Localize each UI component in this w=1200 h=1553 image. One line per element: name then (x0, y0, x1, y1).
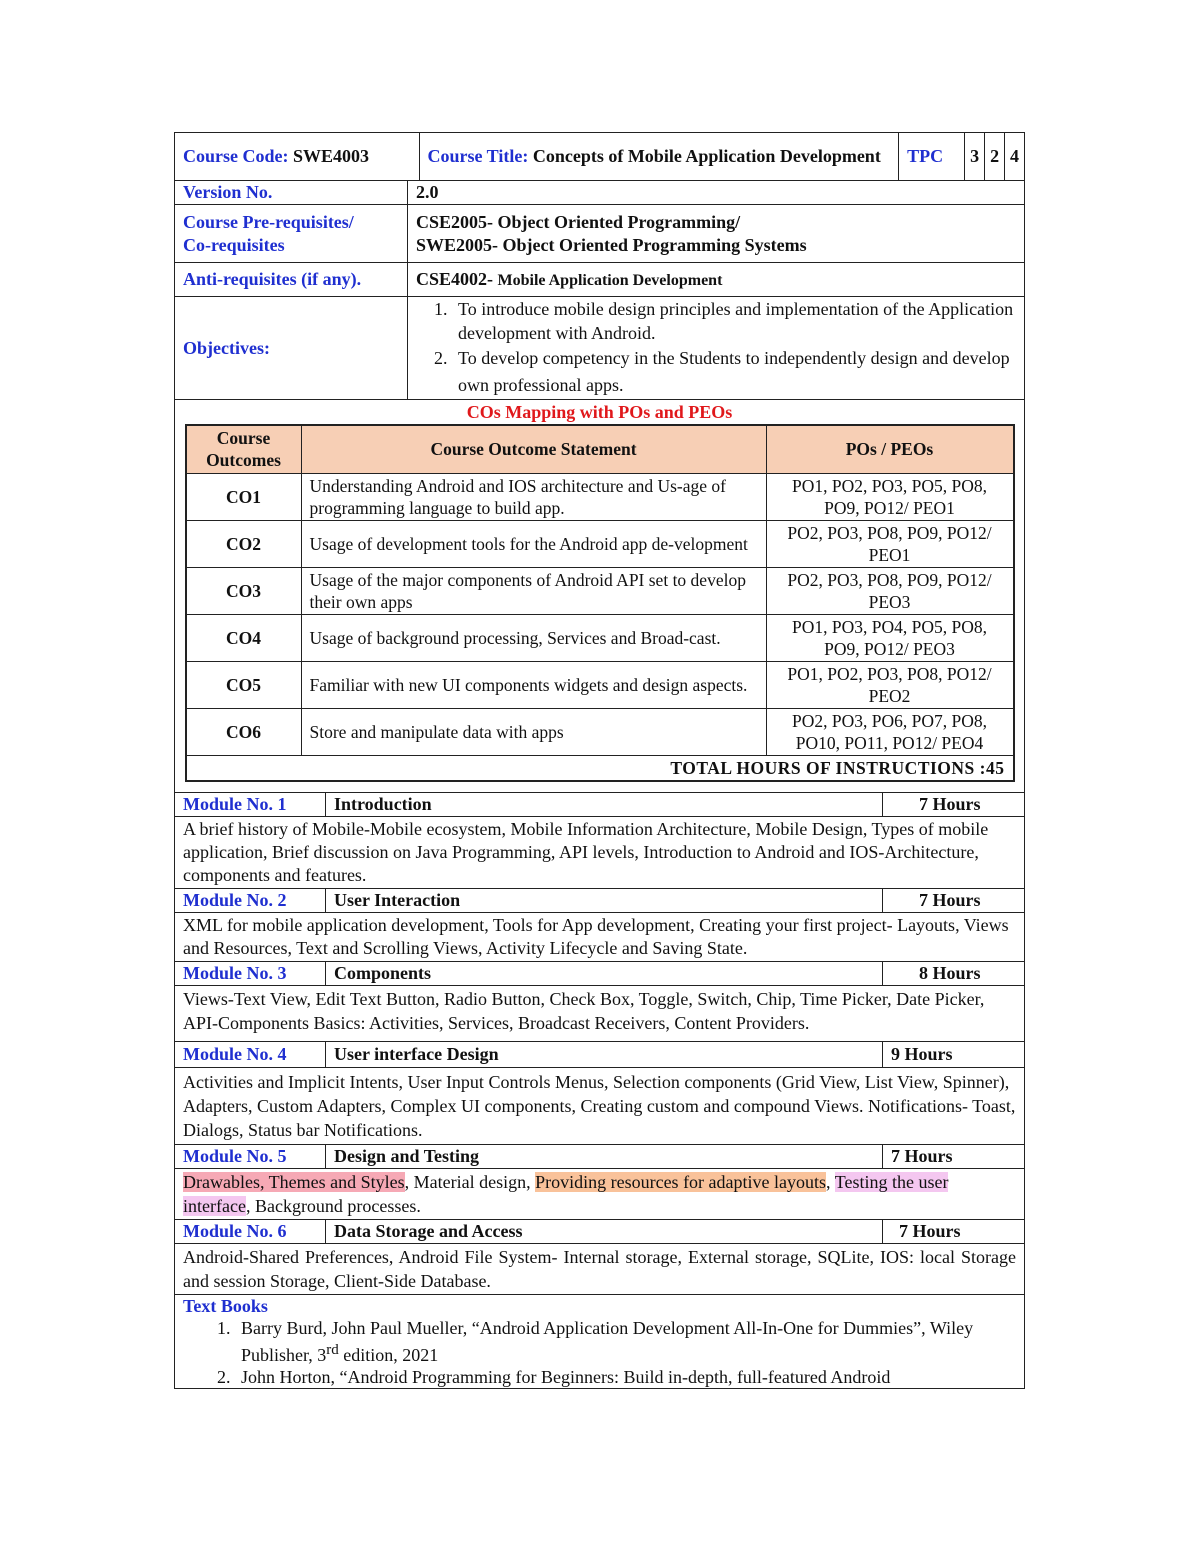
module-title: Design and Testing (326, 1144, 883, 1168)
module-hours: 7 Hours (883, 888, 1025, 912)
antireq-title: Mobile Application Development (497, 271, 723, 289)
co-statement: Understanding Android and IOS architecture and Us-age of programming language to build app. (301, 473, 766, 520)
course-code-cell (175, 133, 420, 181)
textbook-text: edition, 2021 (338, 1344, 439, 1365)
co-id: CO4 (186, 614, 302, 661)
module-number: Module No. 6 (175, 1219, 326, 1243)
module-number: Module No. 5 (175, 1144, 326, 1168)
co-row (186, 661, 1014, 708)
objectives-cell (408, 297, 1025, 400)
co-row (186, 708, 1014, 755)
col-course-outcomes: Course Outcomes (186, 425, 302, 473)
mapping-section (174, 400, 1025, 792)
mapping-title: COs Mapping with POs and PEOs (466, 402, 733, 422)
co-statement: Familiar with new UI components widgets and design aspects. (301, 661, 766, 708)
module-content: Activities and Implicit Intents, User Input Controls Menus, Selection components (Grid View, List View, Spinner), Adapters, Custom Adapters, Complex UI components, Creating custom and compound Views. Notifications- Toast, Dialogs, Status bar Notifications. (175, 1067, 1025, 1144)
antireq-label-cell (175, 263, 408, 297)
module-hours: 7 Hours (883, 1144, 1025, 1168)
module-text: , (826, 1171, 835, 1192)
co-pos: PO2, PO3, PO6, PO7, PO8, PO10, PO11, PO12/ PEO4 (766, 708, 1014, 755)
course-header-table (174, 132, 1025, 181)
module-content (175, 1168, 1025, 1219)
co-statement: Usage of the major components of Android API set to develop their own apps (301, 567, 766, 614)
objectives-label: Objectives: (183, 337, 270, 358)
module-title: User Interaction (326, 888, 883, 912)
co-mapping-table (185, 424, 1015, 782)
course-code: SWE4003 (293, 146, 370, 166)
module-header (175, 961, 1025, 985)
module-hours: 9 Hours (883, 1041, 1025, 1067)
prereq-2: SWE2005- Object Oriented Programming Systems (416, 234, 807, 255)
textbook-item (235, 1317, 1016, 1366)
modules-table (174, 792, 1025, 1389)
co-row (186, 520, 1014, 567)
tpc-practical: 2 (985, 133, 1005, 181)
module-text: , Material design, (404, 1171, 536, 1192)
version-label-cell (175, 181, 408, 205)
co-id: CO2 (186, 520, 302, 567)
textbook-sup: rd (326, 1341, 339, 1358)
version-label: Version No. (183, 182, 273, 202)
co-statement: Store and manipulate data with apps (301, 708, 766, 755)
co-id: CO1 (186, 473, 302, 520)
module-header (175, 1041, 1025, 1067)
module-text: , Background processes. (245, 1195, 421, 1216)
module-title: User interface Design (326, 1041, 883, 1067)
objectives-list (416, 297, 1016, 399)
co-id: CO3 (186, 567, 302, 614)
module-number: Module No. 4 (175, 1041, 326, 1067)
module-header (175, 792, 1025, 816)
module-title: Introduction (326, 792, 883, 816)
module-content: XML for mobile application development, Tools for App development, Creating your first project- Layouts, Views and Resources, Text and Scrolling Views, Activity Lifecycle and Saving State. (175, 912, 1025, 961)
textbooks-cell (175, 1294, 1025, 1388)
co-pos: PO1, PO2, PO3, PO8, PO12/ PEO2 (766, 661, 1014, 708)
co-pos: PO2, PO3, PO8, PO9, PO12/ PEO3 (766, 567, 1014, 614)
col-pos-peos: POs / PEOs (766, 425, 1014, 473)
course-syllabus (174, 132, 1025, 1389)
tpc-label: TPC (907, 146, 944, 166)
module-number: Module No. 2 (175, 888, 326, 912)
module-title: Data Storage and Access (326, 1219, 883, 1243)
module-hours: 8 Hours (883, 961, 1025, 985)
module-hours: 7 Hours (883, 1219, 1025, 1243)
course-title: Concepts of Mobile Application Development (532, 146, 881, 166)
co-pos: PO1, PO3, PO4, PO5, PO8, PO9, PO12/ PEO3 (766, 614, 1014, 661)
highlight-testing-ui: Testing the user interface (183, 1171, 949, 1216)
co-pos: PO1, PO2, PO3, PO5, PO8, PO9, PO12/ PEO1 (766, 473, 1014, 520)
module-hours: 7 Hours (883, 792, 1025, 816)
module-header (175, 1144, 1025, 1168)
co-statement: Usage of background processing, Services and Broad-cast. (301, 614, 766, 661)
textbook-text: Barry Burd, John Paul Mueller, “Android Application Development All-In-One for Dummies”, Wiley Publisher, 3 (241, 1317, 974, 1365)
course-info-table (174, 180, 1025, 400)
co-pos: PO2, PO3, PO8, PO9, PO12/ PEO1 (766, 520, 1014, 567)
col-statement: Course Outcome Statement (301, 425, 766, 473)
total-hours: TOTAL HOURS OF INSTRUCTIONS :45 (186, 755, 1014, 781)
co-id: CO6 (186, 708, 302, 755)
module-header (175, 888, 1025, 912)
module-number: Module No. 1 (175, 792, 326, 816)
co-id: CO5 (186, 661, 302, 708)
module-content: A brief history of Mobile-Mobile ecosystem, Mobile Information Architecture, Mobile Design, Types of mobile application, Brief discussion on Java Programming, API levels, Introduction to Android and IOS-Architecture, components and features. (175, 816, 1025, 888)
module-content: Android-Shared Preferences, Android File System- Internal storage, External storage, SQLite, IOS: local Storage and session Storage, Client-Side Database. (175, 1243, 1025, 1294)
antireq-label: Anti-requisites (if any). (183, 269, 362, 289)
co-row (186, 473, 1014, 520)
highlight-drawables: Drawables, Themes and Styles (183, 1171, 405, 1192)
prereq-label-2: Co-requisites (183, 234, 285, 255)
antireq-code: CSE4002- (416, 268, 494, 289)
prereq-1: CSE2005- Object Oriented Programming/ (416, 211, 741, 232)
textbook-item: 2. John Horton, “Android Programming for Beginners: Build in-depth, full-featured Android (235, 1366, 1016, 1388)
prereq-value-cell (408, 205, 1025, 263)
tpc-label-cell (899, 133, 965, 181)
highlight-adaptive-layouts: Providing resources for adaptive layouts (535, 1171, 827, 1192)
co-row (186, 567, 1014, 614)
course-title-label: Course Title: (427, 146, 529, 166)
tpc-theory: 3 (965, 133, 985, 181)
version-value: 2.0 (408, 181, 1025, 205)
module-title: Components (326, 961, 883, 985)
module-content: Views-Text View, Edit Text Button, Radio Button, Check Box, Toggle, Switch, Chip, Time Picker, Date Picker, API-Components Basics: Activities, Services, Broadcast Receivers, Content Providers. (175, 985, 1025, 1041)
course-title-cell (419, 133, 899, 181)
textbooks-list (183, 1317, 1016, 1388)
module-header (175, 1219, 1025, 1243)
antireq-value-cell (408, 263, 1025, 297)
textbooks-label: Text Books (183, 1295, 268, 1316)
prereq-label-1: Course Pre-requisites/ (183, 211, 354, 232)
module-number: Module No. 3 (175, 961, 326, 985)
prereq-label-cell (175, 205, 408, 263)
co-row (186, 614, 1014, 661)
co-statement: Usage of development tools for the Android app de-velopment (301, 520, 766, 567)
tpc-credits: 4 (1005, 133, 1025, 181)
objective-item: 1. To introduce mobile design principles and implementation of the Application development with Android. (452, 297, 1016, 345)
course-code-label: Course Code: (183, 146, 289, 166)
objective-item: 2. To develop competency in the Students to independently design and develop own professional apps. (452, 345, 1016, 399)
objectives-label-cell (175, 297, 408, 400)
